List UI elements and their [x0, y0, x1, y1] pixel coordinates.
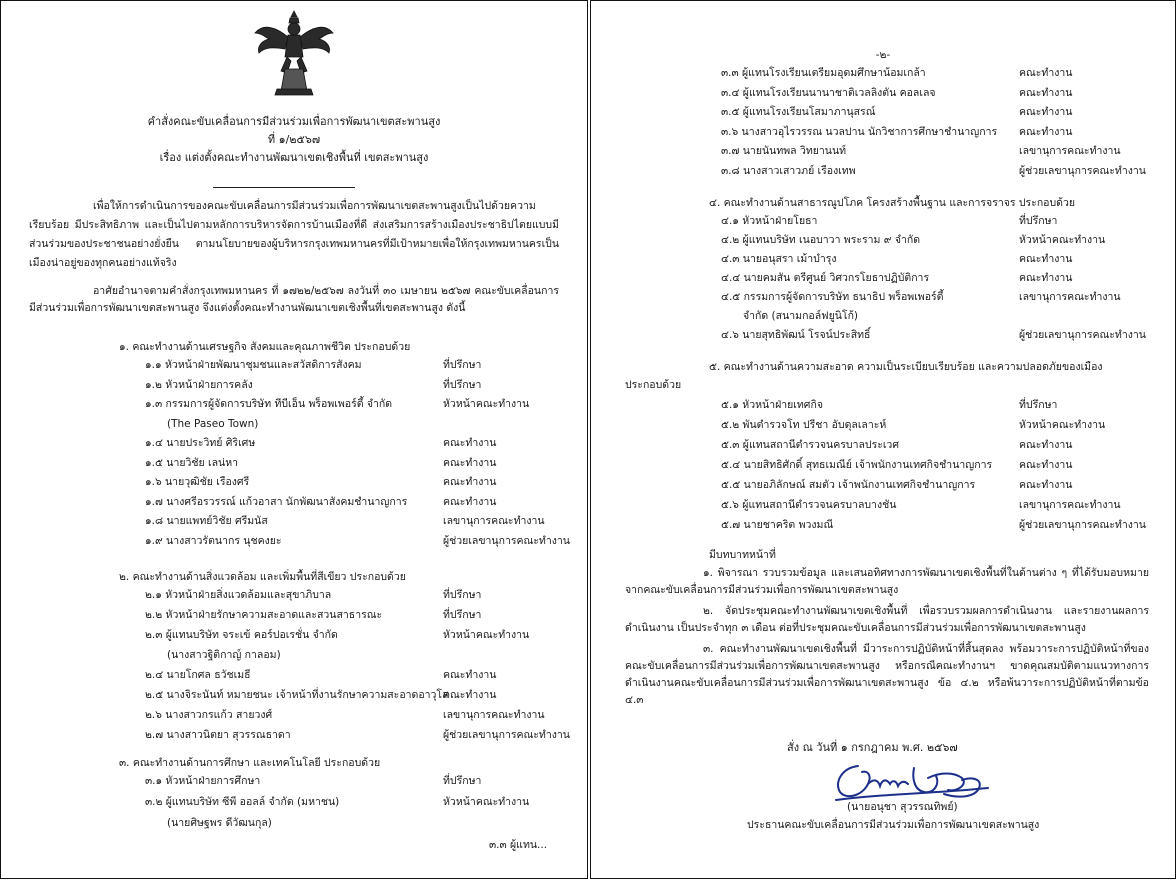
member-role: เลขานุการคณะทำงาน — [1019, 499, 1121, 511]
section-1-heading: ๑. คณะทำงานด้านเศรษฐกิจ สังคมและคุณภาพชีวิต ประกอบด้วย — [119, 341, 411, 353]
member-role: ที่ปรึกษา — [1019, 399, 1058, 411]
order-date: สั่ง ณ วันที่ ๑ กรกฎาคม พ.ศ. ๒๕๖๗ — [787, 741, 958, 754]
garuda-emblem-icon — [251, 9, 337, 97]
order-title: คำสั่งคณะขับเคลื่อนการมีส่วนร่วมเพื่อการพัฒนาเขตสะพานสูง — [147, 115, 441, 128]
member-name: ๒.๗ นางสาวนิตยา สุวรรณธาดา — [145, 729, 291, 741]
member-role: หัวหน้าคณะทำงาน — [443, 629, 530, 641]
member-role: ที่ปรึกษา — [443, 775, 482, 787]
member-name: ๔.๑ หัวหน้าฝ่ายโยธา — [721, 215, 818, 227]
member-name: ๕.๓ ผู้แทนสถานีตำรวจนครบาลประเวศ — [721, 439, 899, 451]
member-name: ๔.๖ นายสุทธิพัฒน์ โรจน์ประสิทธิ์ — [721, 329, 871, 341]
section-3-heading: ๓. คณะทำงานด้านการศึกษา และเทคโนโลยี ประกอบด้วย — [119, 757, 381, 769]
member-role: คณะทำงาน — [443, 669, 497, 681]
member-role: คณะทำงาน — [443, 495, 497, 508]
member-role: คณะทำงาน — [443, 476, 497, 488]
member-name: ๕.๗ นายชาคริต พวงมณี — [721, 519, 834, 531]
member-name: ๔.๕ กรรมการผู้จัดการบริษัท ธนาธิป พร็อพเพอร์ตี้ — [721, 291, 944, 303]
continued-note: ๓.๓ ผู้แทน... — [489, 839, 548, 851]
member-name: ๓.๕ ผู้แทนโรงเรียนโสมาภานุสรณ์ — [721, 106, 876, 118]
member-role: คณะทำงาน — [443, 689, 497, 701]
member-name: ๓.๑ หัวหน้าฝ่ายการศึกษา — [145, 775, 261, 787]
member-name: ๑.๔ นายประวิทย์ ศิริเศษ — [145, 437, 256, 449]
member-name: ๒.๔ นายโกศล ธวัชเมธี — [145, 669, 251, 681]
member-role: คณะทำงาน — [1019, 272, 1073, 284]
member-name: ๕.๔ นายสิทธิศักดิ์ สุทธเมณีย์ เจ้าพนักงานเทศกิจชำนาญการ — [721, 459, 993, 471]
duty-1: ๑. พิจารณา รวบรวมข้อมูล และเสนอทิศทางการพัฒนาเขตเชิงพื้นที่ในด้านต่าง ๆ ที่ได้รับมอบหมายจากคณะขับเคลื่อนการมีส่วนร่วมเพื่อการพัฒนาเขตสะพานสูง — [625, 567, 1149, 596]
member-role: หัวหน้าคณะทำงาน — [443, 796, 530, 808]
member-role: คณะทำงาน — [1019, 106, 1073, 118]
member-role: เลขานุการคณะทำงาน — [1019, 145, 1121, 157]
member-name: ๑.๖ นายวุฒิชัย เรืองศรี — [145, 476, 250, 488]
member-name: ๕.๕ นายอภิลักษณ์ สมตัว เจ้าพนักงานเทศกิจชำนาญการ — [721, 479, 976, 491]
duties-heading: มีบทบาทหน้าที่ — [709, 549, 776, 561]
section-2-heading: ๒. คณะทำงานด้านสิ่งแวดล้อม และเพิ่มพื้นที่สีเขียว ประกอบด้วย — [119, 571, 406, 583]
member-role: คณะทำงาน — [1019, 479, 1073, 491]
signer-title: ประธานคณะขับเคลื่อนการมีส่วนร่วมเพื่อการพัฒนาเขตสะพานสูง — [747, 819, 1040, 831]
member-name: ๑.๕ นายวิชัย เลน่หา — [145, 456, 239, 469]
member-role: ที่ปรึกษา — [443, 589, 482, 601]
member-name: ๒.๓ ผู้แทนบริษัท จระเข้ คอร์ปอเรชั่น จำกัด — [145, 629, 338, 641]
member-name: ๔.๒ ผู้แทนบริษัท เนอบาวา พระราม ๙ จำกัด — [721, 234, 921, 246]
member-role: คณะทำงาน — [443, 456, 497, 469]
duty-2: ๒. จัดประชุมคณะทำงานพัฒนาเขตเชิงพื้นที่ เพื่อรวบรวมผลการดำเนินงาน และรายงานผลการดำเนินงาน เป็นประจำทุก ๓ เดือน ต่อที่ประชุมคณะขับเคลื่อนการมีส่วนร่วมเพื่อการพัฒนาเขตสะพานสูง — [625, 605, 1149, 634]
member-name: ๑.๒ หัวหน้าฝ่ายการคลัง — [145, 378, 253, 391]
section-4-heading: ๔. คณะทำงานด้านสาธารณูปโภค โครงสร้างพื้นฐาน และการจราจร ประกอบด้วย — [709, 197, 1076, 209]
member-name: ๑.๘ นายแพทย์วิชัย ศรีมนัส — [145, 515, 268, 527]
duty-3: ๓. คณะทำงานพัฒนาเขตเชิงพื้นที่ มีวาระการปฏิบัติหน้าที่สิ้นสุดลง พร้อมวาระการปฏิบัติหน้าที่ของคณะขับเคลื่อนการมีส่วนร่วมเพื่อการพัฒนาเขตสะพานสูง หรือกรณีคณะทำงานฯ ขาดคุณสมบัติตามแนวทางการดำเนินงานคณะขับเคลื่อนการมีส่วนร่วมเพื่อการพัฒนาเขตสะพานสูง ข้อ ๔.๒ หรือพ้นวาระการปฏิบัติหน้าที่ตามข้อ ๔.๓ — [625, 643, 1149, 706]
member-role: คณะทำงาน — [1019, 439, 1073, 451]
member-role: คณะทำงาน — [1019, 125, 1073, 138]
member-role: คณะทำงาน — [1019, 67, 1073, 79]
member-name: ๕.๑ หัวหน้าฝ่ายเทศกิจ — [721, 399, 823, 411]
section-5-heading: ๕. คณะทำงานด้านความสะอาด ความเป็นระเบียบเรียบร้อย และความปลอดภัยของเมือง — [709, 361, 1103, 373]
member-role: คณะทำงาน — [443, 437, 497, 449]
member-role: ที่ปรึกษา — [443, 609, 482, 621]
member-role: หัวหน้าคณะทำงาน — [1019, 234, 1106, 246]
member-role: หัวหน้าคณะทำงาน — [443, 398, 530, 410]
member-name: ๕.๒ พันตำรวจโท ปรีชา อับดุลเลาะห์ — [721, 419, 887, 431]
member-role: ผู้ช่วยเลขานุการคณะทำงาน — [443, 534, 570, 547]
member-role: คณะทำงาน — [1019, 459, 1073, 471]
member-name: ๔.๔ นายคมสัน ตรีศูนย์ วิศวกรโยธาปฏิบัติการ — [721, 272, 930, 284]
member-role: ที่ปรึกษา — [1019, 215, 1058, 227]
order-subject: เรื่อง แต่งตั้งคณะทำงานพัฒนาเขตเชิงพื้นที่ เขตสะพานสูง — [159, 151, 429, 164]
member-name: ๑.๓ กรรมการผู้จัดการบริษัท ทีบีเอ็น พร็อพเพอร์ตี้ จำกัด — [145, 398, 393, 410]
title-divider — [213, 187, 355, 188]
intro-paragraph: เพื่อให้การดำเนินการของคณะขับเคลื่อนการมีส่วนร่วมเพื่อการพัฒนาเขตสะพานสูงเป็นไปด้วยความเรียบร้อย มีประสิทธิภาพ และเป็นไปตามหลักการบริหารจัดการบ้านเมืองที่ดี ส่งเสริมการสร้างเมืองประชาธิปไตยแบบมีส่วนร่วมของประชาชนอย่างยั่งยืน ตามนโยบายของผู้บริหารกรุงเทพมหานครที่มีเป้าหมายเพื่อให้กรุงเทพมหานครเป็นเมืองน่าอยู่ของทุกคนอย่างแท้จริง — [29, 200, 559, 269]
member-name: ๑.๑ หัวหน้าฝ่ายพัฒนาชุมชนและสวัสดิการสังคม — [145, 359, 362, 371]
member-name: ๓.๓ ผู้แทนโรงเรียนเตรียมอุดมศึกษาน้อมเกล้า — [721, 67, 926, 79]
member-name: ๓.๔ ผู้แทนโรงเรียนนานาชาติเวลลิงตัน คอลเลจ — [721, 86, 936, 99]
member-name: ๓.๒ ผู้แทนบริษัท ซีพี ออลล์ จำกัด (มหาชน) — [145, 796, 340, 808]
document-page-1 — [0, 0, 588, 879]
member-name: ๒.๒ หัวหน้าฝ่ายรักษาความสะอาดและสวนสาธารณะ — [145, 609, 383, 621]
order-number: ที่ ๑/๒๕๖๗ — [267, 133, 321, 146]
member-name: (นายศิษฐพร ดีวัฒนกุล) — [167, 817, 272, 829]
section-5-heading-cont: ประกอบด้วย — [625, 379, 682, 391]
member-role: ที่ปรึกษา — [443, 359, 482, 371]
member-role: คณะทำงาน — [1019, 253, 1073, 265]
member-name: ๑.๙ นางสาวรัตนากร นุชคงยะ — [145, 534, 282, 547]
member-name: ๓.๖ นางสาวอุไรวรรณ นวลปาน นักวิชาการศึกษาชำนาญการ — [721, 125, 998, 138]
member-role: หัวหน้าคณะทำงาน — [1019, 419, 1106, 431]
member-name: ๒.๑ หัวหน้าฝ่ายสิ่งแวดล้อมและสุขาภิบาล — [145, 589, 332, 601]
member-role: ที่ปรึกษา — [443, 378, 482, 391]
signer-name: (นายอนุชา สุวรรณทิพย์) — [847, 801, 958, 813]
member-role: ผู้ช่วยเลขานุการคณะทำงาน — [1019, 164, 1146, 177]
member-name: ๑.๗ นางศรีอรวรรณ์ แก้วอาสา นักพัฒนาสังคมชำนาญการ — [145, 495, 408, 508]
page-number: -๒- — [875, 49, 891, 61]
member-name: (The Paseo Town) — [167, 417, 259, 430]
member-name: ๒.๖ นางสาวกรแก้ว สายวงศ์ — [145, 709, 273, 721]
member-role: ผู้ช่วยเลขานุการคณะทำงาน — [1019, 329, 1146, 341]
member-role: ผู้ช่วยเลขานุการคณะทำงาน — [443, 729, 570, 741]
member-role: ผู้ช่วยเลขานุการคณะทำงาน — [1019, 519, 1146, 531]
member-name: ๒.๕ นางจิระนันท์ หมายชนะ เจ้าหน้าที่งานรักษาความสะอาดอาวุโส — [145, 689, 449, 701]
member-role: เลขานุการคณะทำงาน — [443, 709, 545, 721]
member-name: ๓.๗ นายนันทพล วิทยานนท์ — [721, 145, 847, 157]
member-name: ๔.๓ นายอนุสรา เม้าบำรุง — [721, 253, 837, 265]
member-name: ๓.๘ นางสาวเสาวภย์ เรืองเทพ — [721, 164, 856, 177]
member-role: เลขานุการคณะทำงาน — [443, 515, 545, 527]
member-role: เลขานุการคณะทำงาน — [1019, 291, 1121, 303]
authority-paragraph: อาศัยอำนาจตามคำสั่งกรุงเทพมหานคร ที่ ๑๗๒๒/๒๕๖๗ ลงวันที่ ๓๐ เมษายน ๒๕๖๗ คณะขับเคลื่อนการมีส่วนร่วมเพื่อการพัฒนาเขตสะพานสูง จึงแต่งตั้งคณะทำงานพัฒนาเขตเชิงพื้นที่เขตสะพานสูง ดังนี้ — [29, 285, 559, 314]
member-name: ๕.๖ ผู้แทนสถานีตำรวจนครบาลบางชัน — [721, 499, 897, 511]
member-name: (นางสาวฐิติกาญ์ กาลอม) — [167, 649, 281, 661]
member-name: จำกัด (สนามกอล์ฟยูนิโก้) — [743, 310, 859, 322]
signature-icon — [828, 758, 996, 808]
member-role: คณะทำงาน — [1019, 86, 1073, 99]
document-page-2 — [590, 0, 1176, 879]
